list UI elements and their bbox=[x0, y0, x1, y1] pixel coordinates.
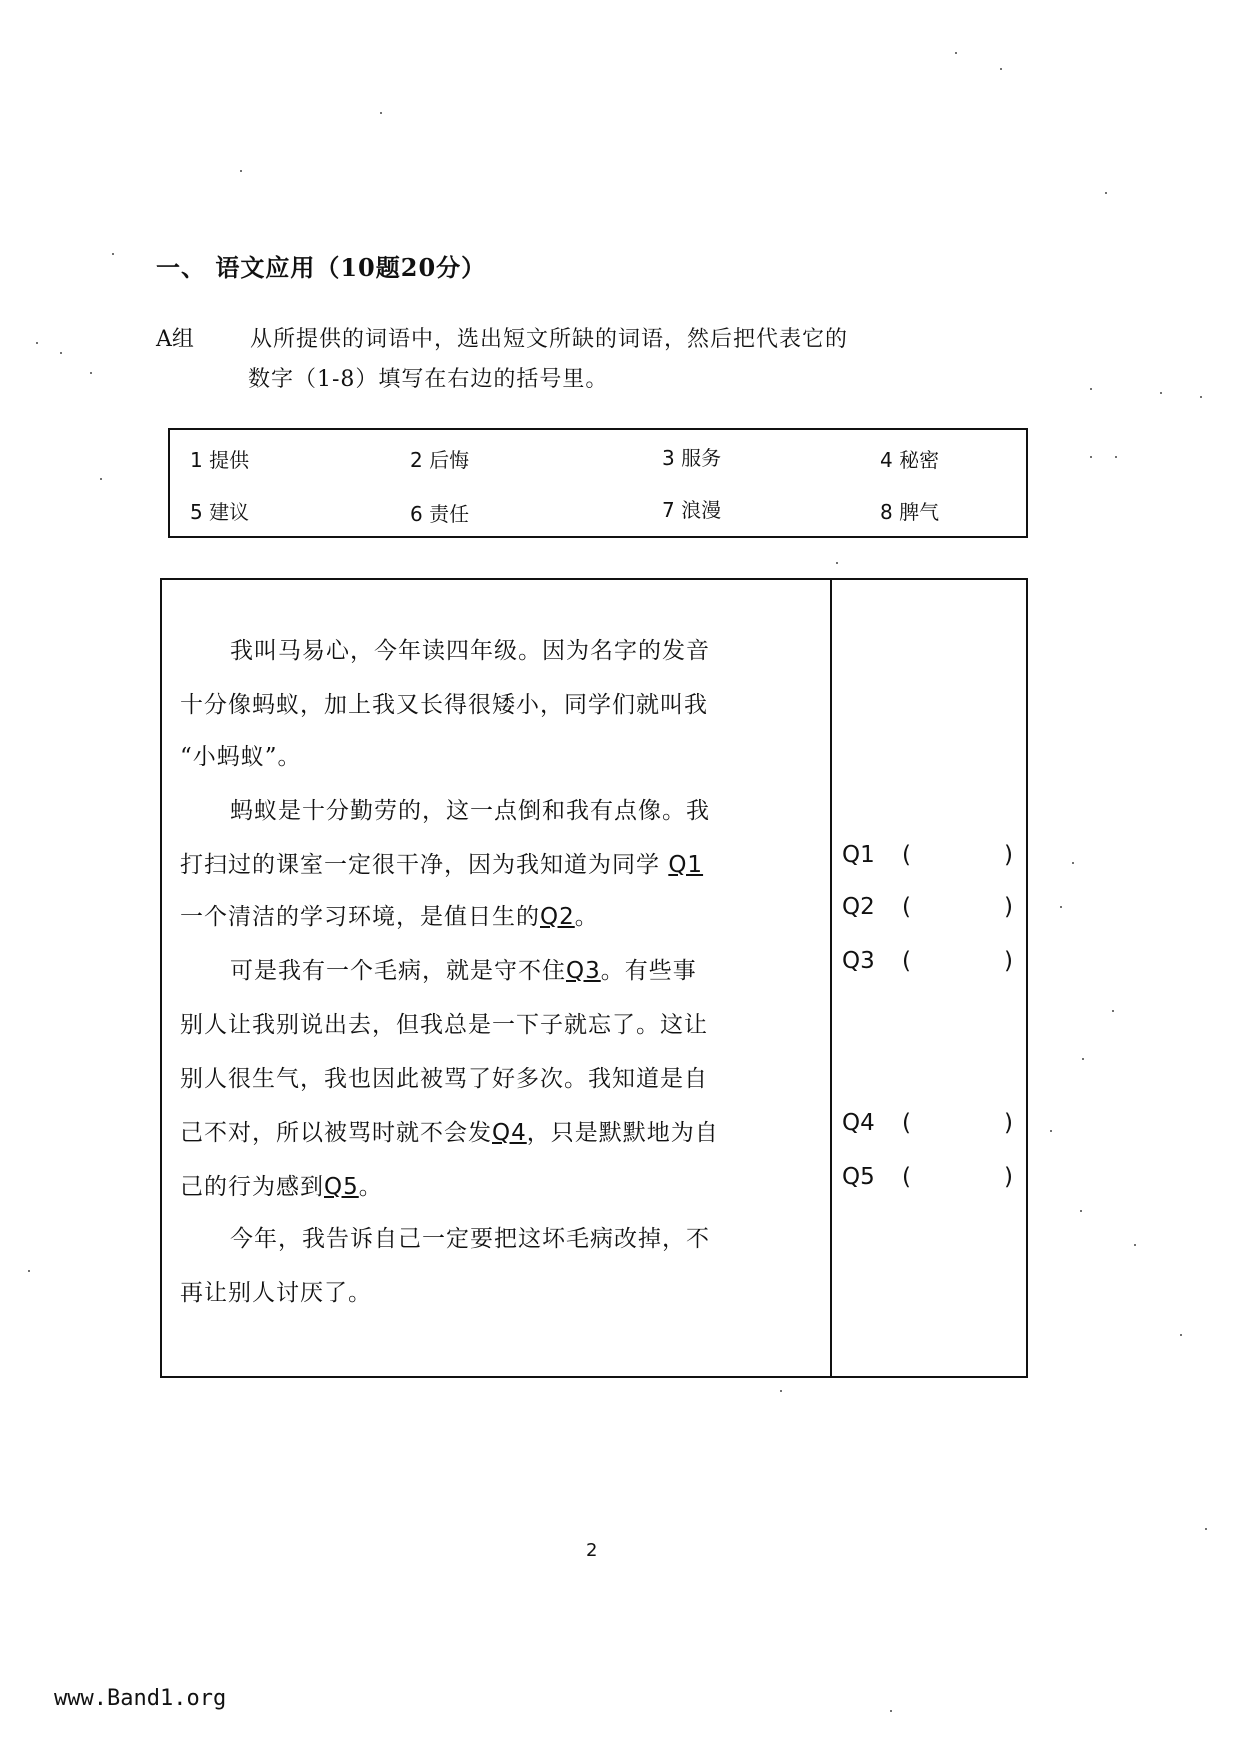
answer-bracket-open: ( bbox=[902, 1164, 911, 1190]
word-bank-item: 1 提供 bbox=[190, 448, 250, 472]
answer-bracket-close: ) bbox=[1004, 842, 1013, 868]
passage-line bbox=[230, 952, 697, 985]
answer-bracket-open: ( bbox=[902, 842, 911, 868]
passage-text: 己不对，所以被骂时就不会发 bbox=[180, 1120, 492, 1146]
answer-bracket-open: ( bbox=[902, 1110, 911, 1136]
blank-ref-q3: Q3 bbox=[566, 958, 601, 984]
group-label: A组 bbox=[156, 327, 194, 352]
answer-bracket-close: ) bbox=[1004, 1110, 1013, 1136]
word-bank-item: 3 服务 bbox=[662, 446, 722, 470]
word-bank-item: 2 后悔 bbox=[410, 448, 470, 472]
passage-text: 一个清洁的学习环境，是值日生的 bbox=[180, 904, 540, 930]
answer-bracket-close: ) bbox=[1004, 1164, 1013, 1190]
answer-label: Q2 bbox=[842, 894, 875, 920]
word-bank-item: 4 秘密 bbox=[880, 448, 940, 472]
answer-bracket-close: ) bbox=[1004, 948, 1013, 974]
passage-line bbox=[180, 1168, 383, 1201]
passage-line: 我叫马易心，今年读四年级。因为名字的发音 bbox=[230, 638, 710, 664]
answer-bracket-close: ) bbox=[1004, 894, 1013, 920]
passage-box bbox=[160, 578, 1028, 1378]
page-number: 2 bbox=[586, 1540, 598, 1561]
site-url: www.Band1.org bbox=[54, 1686, 227, 1711]
answer-bracket-open: ( bbox=[902, 894, 911, 920]
blank-ref-q4: Q4 bbox=[492, 1120, 527, 1146]
passage-line: 蚂蚁是十分勤劳的，这一点倒和我有点像。我 bbox=[230, 798, 710, 824]
blank-ref-q1: Q1 bbox=[668, 852, 704, 878]
word-bank-box bbox=[168, 428, 1028, 538]
passage-line bbox=[180, 846, 703, 879]
passage-text: 。有些事 bbox=[600, 958, 697, 984]
passage-line: 别人很生气，我也因此被骂了好多次。我知道是自 bbox=[180, 1066, 708, 1092]
passage-line bbox=[180, 1114, 719, 1147]
instruction-line-1: 从所提供的词语中，选出短文所缺的词语，然后把代表它的 bbox=[250, 327, 849, 352]
passage-line: 十分像蚂蚁，加上我又长得很矮小，同学们就叫我 bbox=[180, 692, 708, 718]
answer-label: Q3 bbox=[842, 948, 875, 974]
passage-text: 打扫过的课室一定很干净，因为我知道为同学 bbox=[180, 852, 669, 878]
passage-line: 再让别人讨厌了。 bbox=[180, 1280, 372, 1306]
answer-label: Q1 bbox=[842, 842, 875, 868]
passage-text: ，只是默默地为自 bbox=[526, 1120, 719, 1146]
passage-line: 别人让我别说出去，但我总是一下子就忘了。这让 bbox=[180, 1012, 708, 1038]
instruction-line-2: 数字（1-8）填写在右边的括号里。 bbox=[248, 367, 609, 392]
word-bank-item: 5 建议 bbox=[190, 500, 250, 524]
passage-line: “小蚂蚁”。 bbox=[180, 744, 302, 770]
passage-line bbox=[180, 898, 599, 931]
answer-row-q1[interactable] bbox=[842, 842, 1013, 868]
word-bank-item: 7 浪漫 bbox=[662, 498, 722, 522]
answer-row-q2[interactable] bbox=[842, 894, 1013, 920]
word-bank-item: 6 责任 bbox=[410, 502, 470, 526]
word-bank-item: 8 脾气 bbox=[880, 500, 940, 524]
section-title: 一、 语文应用（10题20分） bbox=[156, 253, 487, 282]
passage-text: 己的行为感到 bbox=[180, 1174, 324, 1200]
passage-text: 。 bbox=[574, 904, 599, 930]
passage-text: 。 bbox=[358, 1174, 383, 1200]
answer-row-q3[interactable] bbox=[842, 948, 1013, 974]
blank-ref-q2: Q2 bbox=[540, 904, 575, 930]
answer-label: Q4 bbox=[842, 1110, 875, 1136]
answer-row-q4[interactable] bbox=[842, 1110, 1013, 1136]
answer-label: Q5 bbox=[842, 1164, 875, 1190]
column-divider bbox=[830, 580, 832, 1376]
passage-line: 今年，我告诉自己一定要把这坏毛病改掉，不 bbox=[230, 1226, 710, 1252]
blank-ref-q5: Q5 bbox=[324, 1174, 359, 1200]
answer-row-q5[interactable] bbox=[842, 1164, 1013, 1190]
passage-text: 可是我有一个毛病，就是守不住 bbox=[230, 958, 566, 984]
answer-bracket-open: ( bbox=[902, 948, 911, 974]
